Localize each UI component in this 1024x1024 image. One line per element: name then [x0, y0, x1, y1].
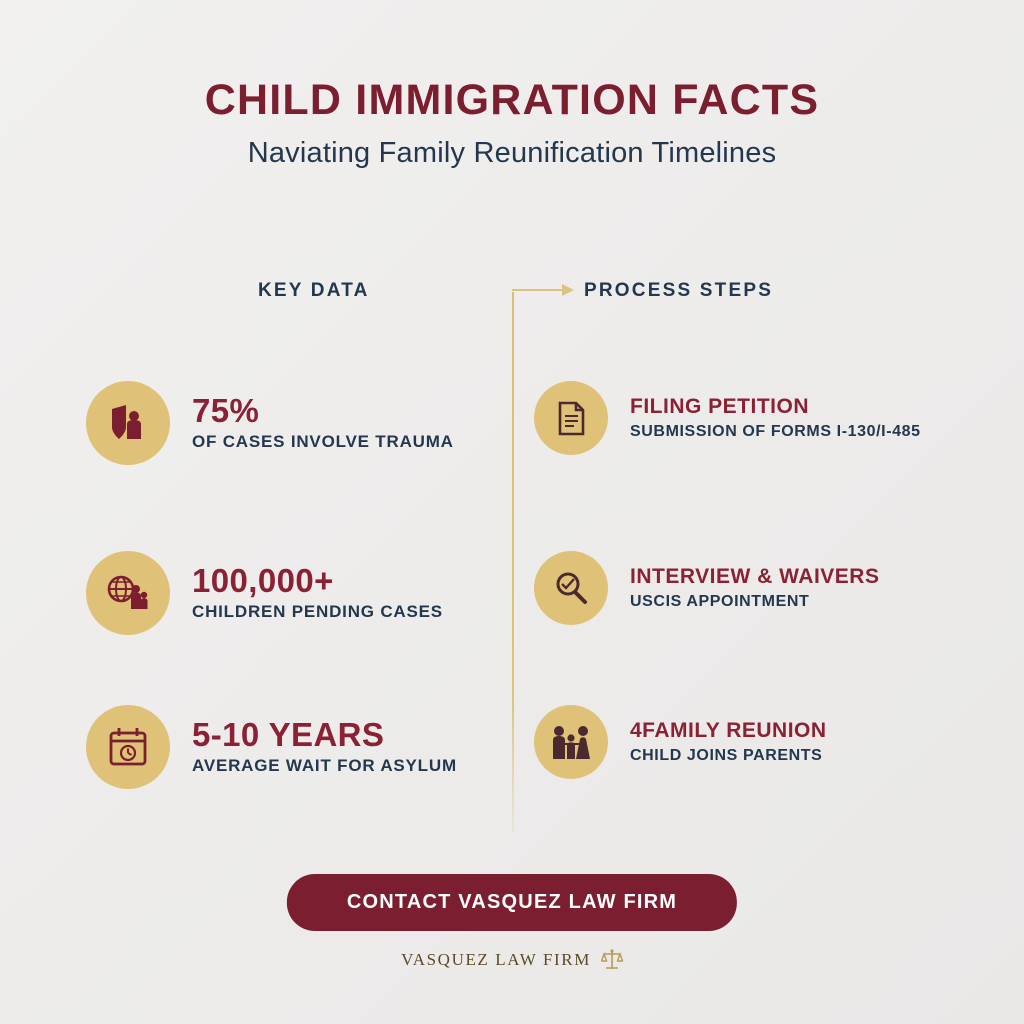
step-subtitle: USCIS APPOINTMENT [630, 593, 810, 611]
shield-child-icon [86, 381, 170, 465]
process-step-text [630, 719, 827, 765]
process-step-item [534, 381, 994, 455]
contact-cta-button[interactable]: CONTACT VASQUEZ LAW FIRM [287, 874, 737, 931]
process-steps-heading: PROCESS STEPS [584, 280, 774, 301]
footer-brand [401, 948, 623, 972]
process-step-item [534, 705, 994, 779]
step-title: FILING PETITION [630, 394, 809, 418]
process-step-text [630, 565, 879, 611]
stat-label: CHILDREN PENDING CASES [192, 602, 443, 622]
stat-value: 100,000+ [192, 561, 334, 599]
key-data-text [192, 561, 443, 623]
document-icon [534, 381, 608, 455]
stat-label: OF CASES INVOLVE TRAUMA [192, 432, 454, 452]
step-subtitle: CHILD JOINS PARENTS [630, 747, 823, 765]
page-subtitle: Naviating Family Reunification Timelines [247, 137, 777, 170]
stat-value: 5-10 YEARS [192, 715, 385, 753]
scales-of-justice-icon [601, 948, 623, 972]
magnifier-stamp-icon [534, 551, 608, 625]
key-data-text [192, 391, 454, 453]
calendar-clock-icon [86, 705, 170, 789]
step-title: INTERVIEW & WAIVERS [630, 564, 880, 588]
key-data-heading: KEY DATA [258, 280, 370, 301]
process-step-text [630, 395, 921, 441]
arrow-right-icon [512, 283, 574, 297]
key-data-text [192, 715, 457, 777]
globe-family-icon [86, 551, 170, 635]
key-data-item [86, 381, 506, 465]
vertical-divider [512, 292, 514, 832]
key-data-item [86, 551, 506, 635]
page-title: CHILD IMMIGRATION FACTS [204, 76, 820, 124]
step-title: 4FAMILY REUNION [630, 718, 827, 742]
header [0, 78, 1024, 170]
stat-label: AVERAGE WAIT FOR ASYLUM [192, 756, 457, 776]
stat-value: 75% [192, 391, 260, 429]
step-subtitle: SUBMISSION OF FORMS I-130/I-485 [630, 423, 921, 441]
process-step-item [534, 551, 994, 625]
brand-name: VASQUEZ LAW FIRM [401, 950, 591, 969]
key-data-item [86, 705, 506, 789]
family-group-icon [534, 705, 608, 779]
